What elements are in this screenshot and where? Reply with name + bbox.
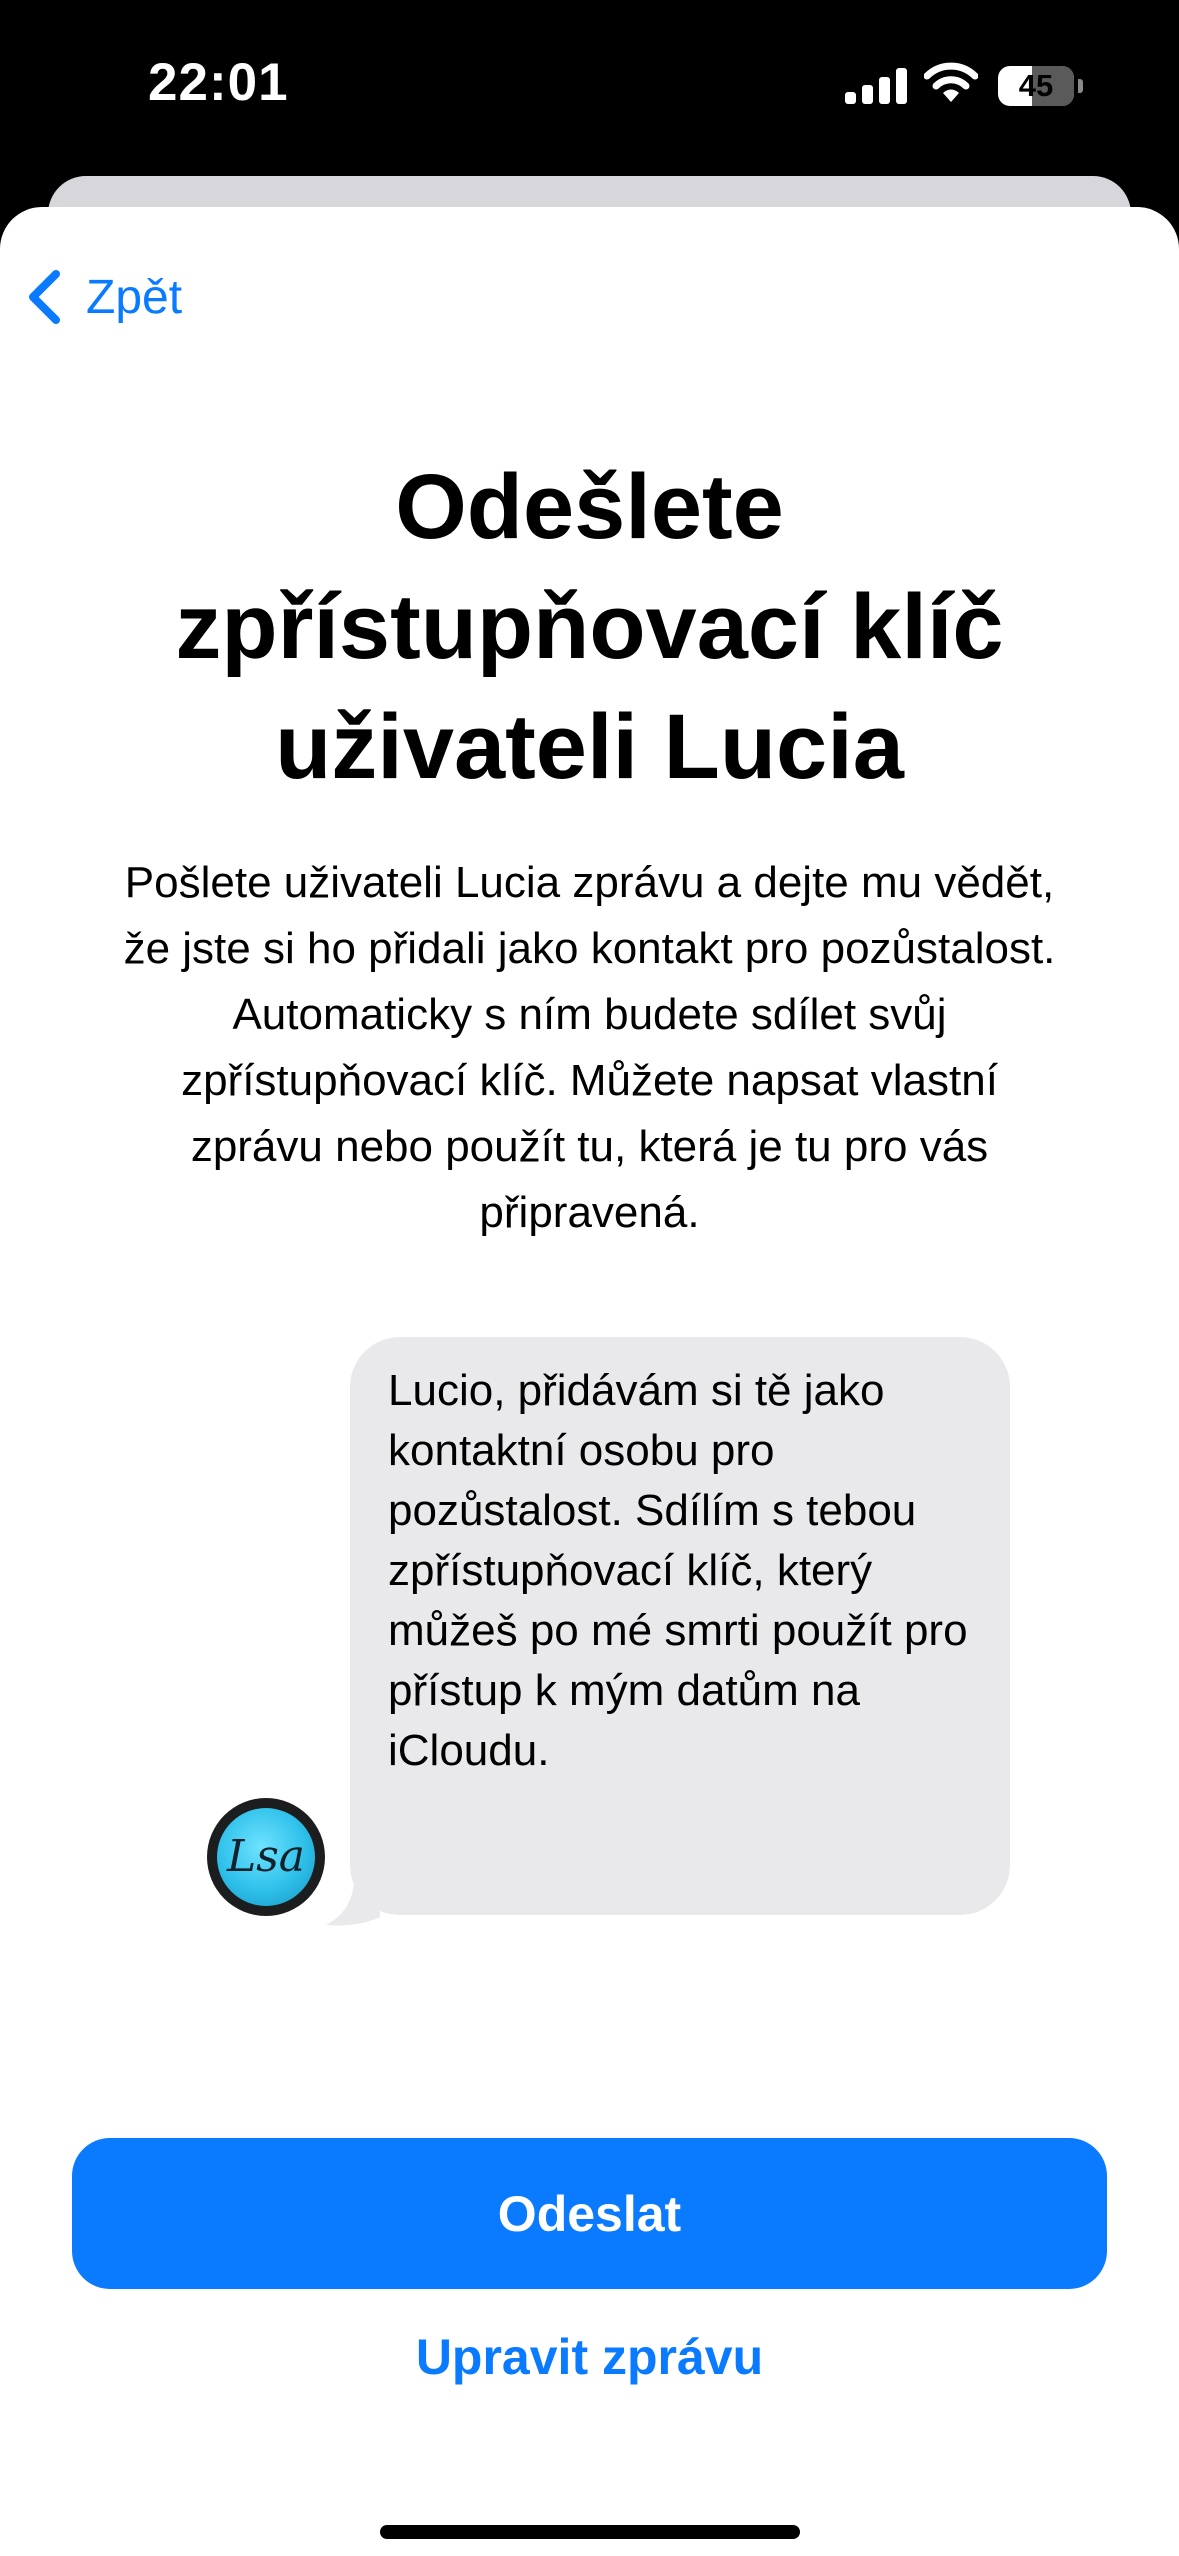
modal-sheet [0, 207, 1179, 2556]
wifi-icon [924, 62, 978, 104]
cellular-signal-icon [845, 68, 907, 104]
avatar-initials: Lsa [226, 1831, 306, 1882]
back-button[interactable] [24, 262, 182, 332]
chevron-left-icon [24, 268, 64, 326]
battery-percent: 45 [1018, 68, 1054, 103]
message-bubble[interactable] [350, 1337, 1010, 1915]
home-indicator [380, 2525, 800, 2539]
avatar-image [217, 1808, 315, 1906]
battery-cap [1078, 79, 1083, 93]
battery-body [998, 66, 1074, 106]
page-title: Odešlete zpřístupňovací klíč uživateli Lucia [175, 456, 1004, 798]
page-description: Pošlete uživateli Lucia zprávu a dejte mu vědět, že jste si ho přidali jako kontakt pro pozůstalost. Automaticky s ním budete sdílet svůj zpřístupňovací klíč. Můžete napsat vlastní zprávu nebo použít tu, která je tu pro vás připravená. [123, 858, 1056, 1237]
avatar [207, 1798, 325, 1916]
message-text: Lucio, přidávám si tě jako kontaktní osobu pro pozůstalost. Sdílím s tebou zpřístupňovací klíč, který můžeš po mé smrti použít pro přístup k mým datům na iCloudu. [388, 1366, 968, 1775]
send-button[interactable]: Odeslat [72, 2138, 1107, 2289]
status-time: 22:01 [148, 53, 289, 112]
back-button-label: Zpět [86, 270, 183, 324]
edit-message-button[interactable]: Upravit zprávu [415, 2329, 764, 2385]
status-bar [0, 0, 1179, 175]
